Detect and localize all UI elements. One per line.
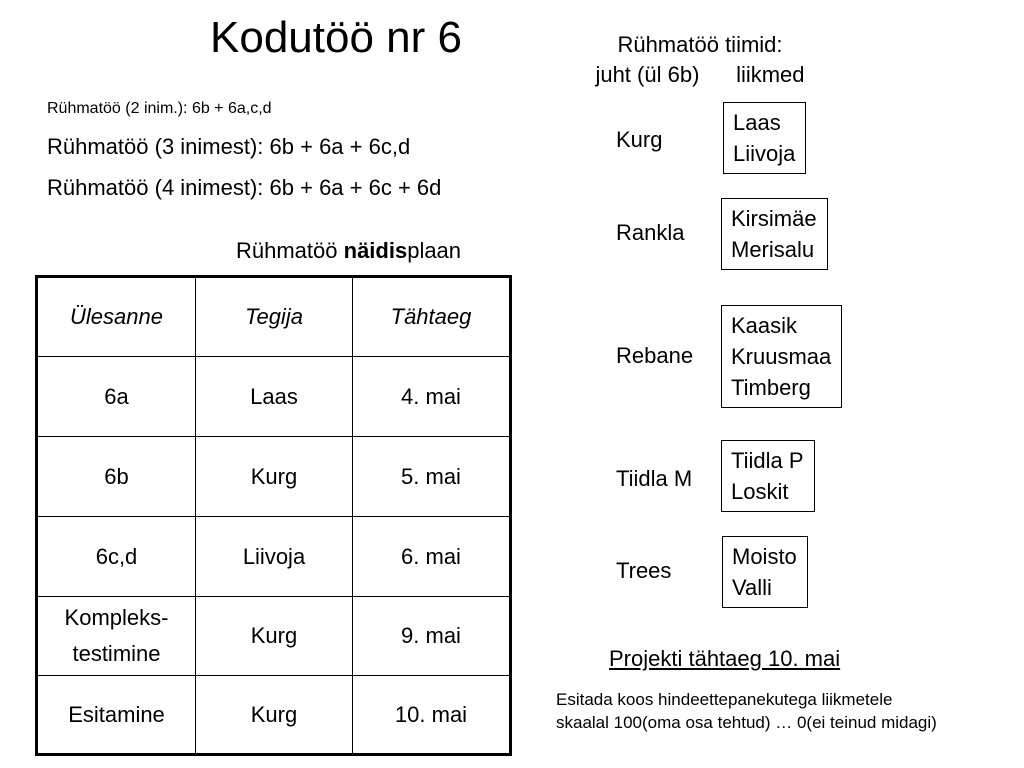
table-row: [37, 597, 511, 676]
note-line: Esitada koos hindeettepanekutega liikmetele: [556, 690, 893, 709]
header-doer: Tegija: [196, 277, 353, 357]
deadline-cell: 9. mai: [353, 597, 511, 676]
team-member: Timberg: [731, 375, 811, 400]
team-members-box: [721, 305, 842, 408]
table-header-row: [37, 277, 511, 357]
plan-caption-suffix: plaan: [407, 238, 462, 263]
team-member: Liivoja: [733, 141, 796, 166]
team-member: Laas: [733, 110, 781, 135]
task-cell: Esitamine: [37, 676, 196, 755]
submission-note: [556, 688, 937, 734]
teams-header: [560, 30, 840, 90]
task-cell: 6c,d: [37, 517, 196, 597]
team-member: Kruusmaa: [731, 344, 832, 369]
deadline-cell: 4. mai: [353, 357, 511, 437]
deadline-cell: 5. mai: [353, 437, 511, 517]
doer-cell: Kurg: [196, 676, 353, 755]
team-member: Loskit: [731, 479, 789, 504]
table-row: [37, 676, 511, 755]
table-row: [37, 357, 511, 437]
plan-caption: [236, 236, 461, 266]
team-member: Kirsimäe: [731, 206, 817, 231]
team-member: Kaasik: [731, 313, 798, 338]
task-cell: 6b: [37, 437, 196, 517]
team-members-box: [721, 198, 828, 270]
group-line-4-people: Rühmatöö (4 inimest): 6b + 6a + 6c + 6d: [47, 175, 442, 200]
team-members-box: [723, 102, 806, 174]
plan-caption-bold: näidis: [343, 238, 408, 263]
project-deadline: Projekti tähtaeg 10. mai: [609, 646, 841, 671]
deadline-cell: 6. mai: [353, 517, 511, 597]
header-task: Ülesanne: [37, 277, 196, 357]
team-member: Moisto: [732, 544, 797, 569]
group-line-3-people: Rühmatöö (3 inimest): 6b + 6a + 6c,d: [47, 134, 411, 159]
doer-cell: Kurg: [196, 437, 353, 517]
table-row: [37, 437, 511, 517]
header-deadline: Tähtaeg: [353, 277, 511, 357]
teams-header-columns: juht (ül 6b) liikmed: [595, 62, 805, 87]
doer-cell: Liivoja: [196, 517, 353, 597]
team-member: Tiidla P: [731, 448, 804, 473]
team-leader: Rankla: [616, 220, 685, 245]
team-leader: Tiidla M: [616, 466, 693, 491]
team-leader: Kurg: [616, 127, 663, 152]
table-row: [37, 517, 511, 597]
deadline-cell: 10. mai: [353, 676, 511, 755]
team-member: Merisalu: [731, 237, 815, 262]
team-leader: Trees: [616, 558, 672, 583]
plan-caption-prefix: Rühmatöö: [236, 238, 344, 263]
doer-cell: Kurg: [196, 597, 353, 676]
team-members-box: [722, 536, 808, 608]
teams-header-title: Rühmatöö tiimid:: [617, 32, 783, 57]
team-member: Valli: [732, 575, 772, 600]
doer-cell: Laas: [196, 357, 353, 437]
task-cell: 6a: [37, 357, 196, 437]
plan-table: [35, 275, 512, 756]
note-line: skaalal 100(oma osa tehtud) … 0(ei teinud midagi): [556, 713, 937, 732]
group-line-2-people: Rühmatöö (2 inim.): 6b + 6a,c,d: [47, 100, 272, 117]
team-members-box: [721, 440, 815, 512]
task-cell: Kompleks-testimine: [37, 597, 196, 676]
team-leader: Rebane: [616, 343, 694, 368]
page-title: Kodutöö nr 6: [210, 13, 462, 62]
